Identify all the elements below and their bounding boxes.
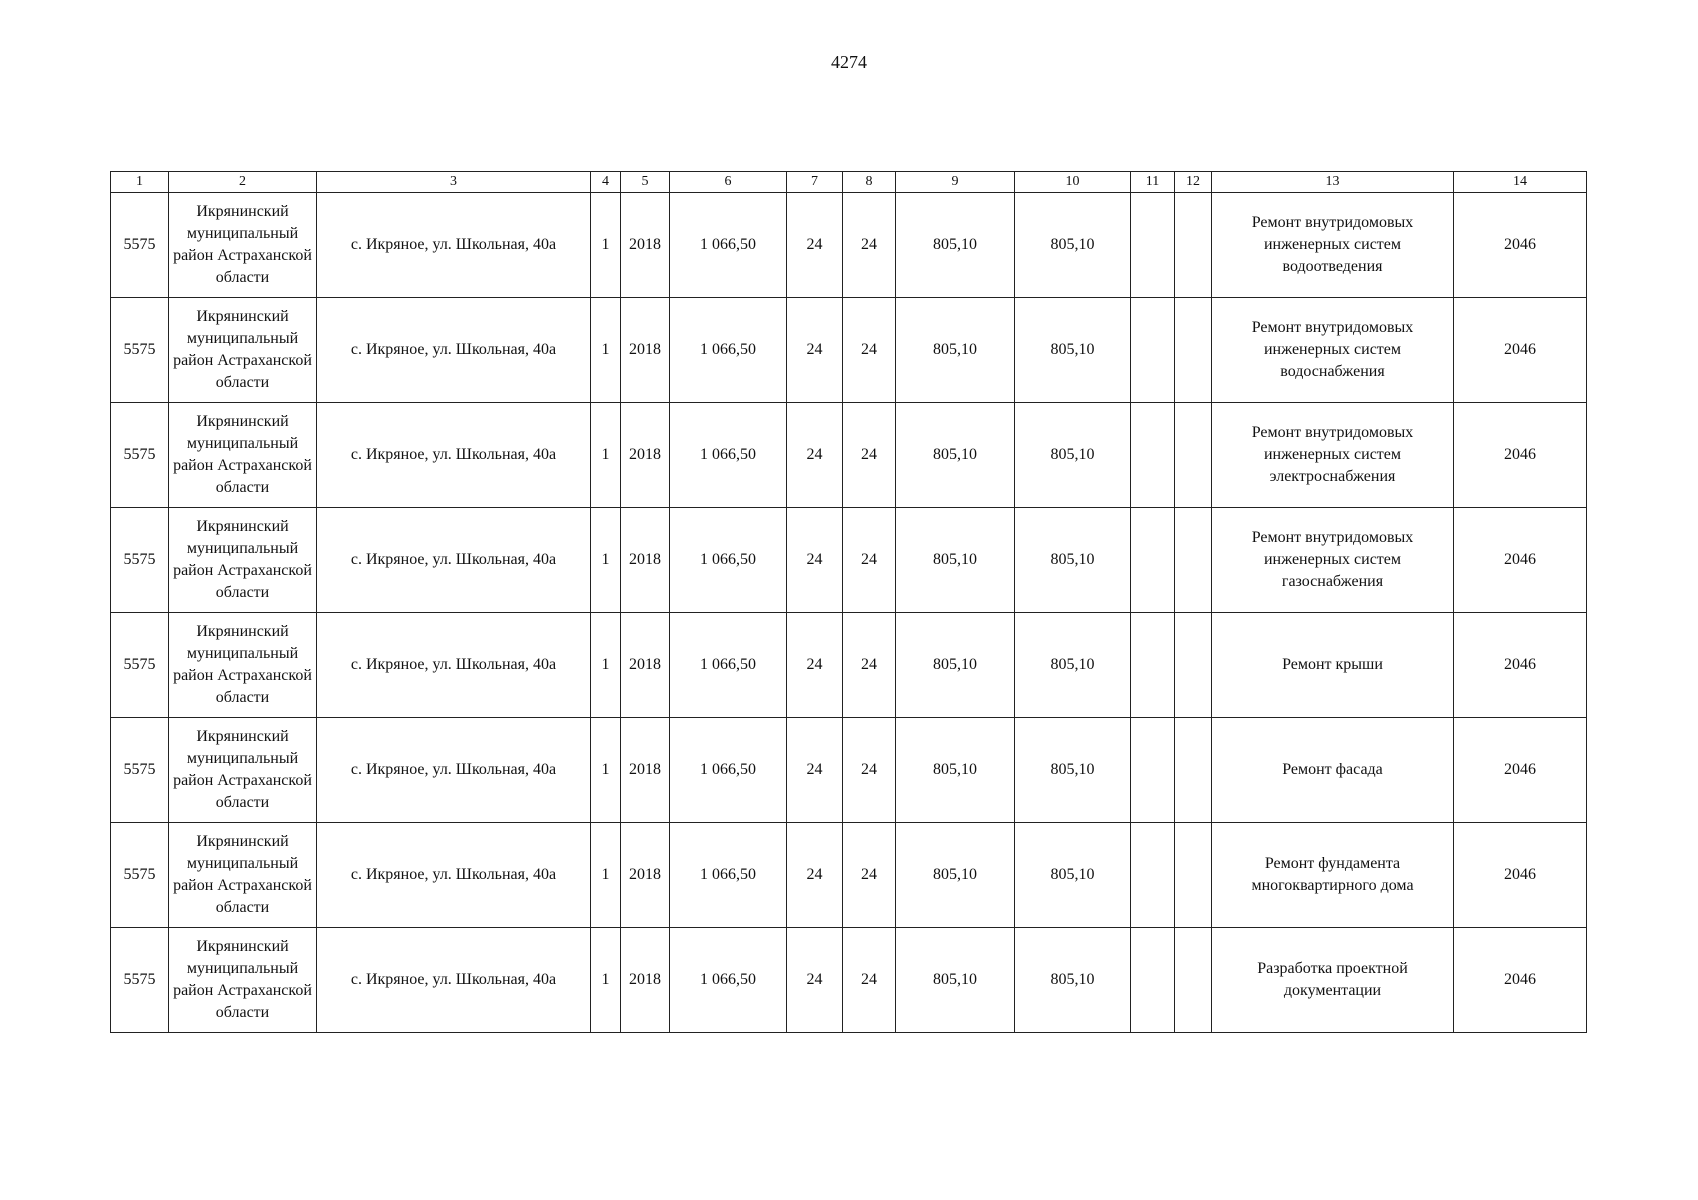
cell-work-type: Ремонт внутридомовых инженерных систем водоотведения [1212, 193, 1454, 298]
cell-col4: 1 [591, 508, 621, 613]
cell-area-total: 1 066,50 [670, 403, 787, 508]
cell-col11 [1131, 823, 1175, 928]
cell-id: 5575 [111, 613, 169, 718]
header-row [111, 172, 1587, 193]
cell-plan-year: 2046 [1454, 823, 1587, 928]
cell-work-type: Ремонт внутридомовых инженерных систем электроснабжения [1212, 403, 1454, 508]
cell-col7: 24 [787, 298, 843, 403]
cell-col9: 805,10 [896, 718, 1015, 823]
cell-area-total: 1 066,50 [670, 718, 787, 823]
table-row [111, 193, 1587, 298]
cell-plan-year: 2046 [1454, 718, 1587, 823]
cell-col10: 805,10 [1015, 823, 1131, 928]
cell-year: 2018 [621, 508, 670, 613]
column-header: 12 [1175, 172, 1212, 193]
table-row [111, 823, 1587, 928]
cell-col12 [1175, 823, 1212, 928]
cell-area-total: 1 066,50 [670, 823, 787, 928]
cell-col4: 1 [591, 193, 621, 298]
column-header: 8 [843, 172, 896, 193]
cell-col7: 24 [787, 928, 843, 1033]
column-header: 1 [111, 172, 169, 193]
table-row [111, 613, 1587, 718]
cell-col12 [1175, 928, 1212, 1033]
cell-address: с. Икряное, ул. Школьная, 40а [317, 508, 591, 613]
cell-address: с. Икряное, ул. Школьная, 40а [317, 613, 591, 718]
cell-area-total: 1 066,50 [670, 298, 787, 403]
cell-col4: 1 [591, 928, 621, 1033]
cell-col7: 24 [787, 718, 843, 823]
cell-col4: 1 [591, 718, 621, 823]
cell-col10: 805,10 [1015, 298, 1131, 403]
cell-col11 [1131, 298, 1175, 403]
cell-col7: 24 [787, 193, 843, 298]
cell-col12 [1175, 718, 1212, 823]
cell-area-total: 1 066,50 [670, 613, 787, 718]
column-header: 6 [670, 172, 787, 193]
cell-col8: 24 [843, 823, 896, 928]
cell-col12 [1175, 403, 1212, 508]
cell-address: с. Икряное, ул. Школьная, 40а [317, 718, 591, 823]
cell-col8: 24 [843, 508, 896, 613]
cell-col11 [1131, 718, 1175, 823]
cell-plan-year: 2046 [1454, 613, 1587, 718]
cell-id: 5575 [111, 403, 169, 508]
cell-col11 [1131, 613, 1175, 718]
column-header: 13 [1212, 172, 1454, 193]
cell-col4: 1 [591, 403, 621, 508]
table-row [111, 718, 1587, 823]
cell-col9: 805,10 [896, 193, 1015, 298]
column-header: 5 [621, 172, 670, 193]
cell-id: 5575 [111, 718, 169, 823]
cell-id: 5575 [111, 508, 169, 613]
cell-year: 2018 [621, 928, 670, 1033]
cell-municipality: Икрянинский муниципальный район Астраханской области [169, 298, 317, 403]
cell-col7: 24 [787, 508, 843, 613]
cell-col8: 24 [843, 403, 896, 508]
cell-plan-year: 2046 [1454, 403, 1587, 508]
cell-col12 [1175, 193, 1212, 298]
cell-work-type: Ремонт крыши [1212, 613, 1454, 718]
cell-col8: 24 [843, 718, 896, 823]
cell-col9: 805,10 [896, 298, 1015, 403]
cell-col10: 805,10 [1015, 718, 1131, 823]
cell-municipality: Икрянинский муниципальный район Астраханской области [169, 613, 317, 718]
cell-col10: 805,10 [1015, 613, 1131, 718]
cell-col7: 24 [787, 823, 843, 928]
cell-area-total: 1 066,50 [670, 508, 787, 613]
cell-work-type: Ремонт внутридомовых инженерных систем газоснабжения [1212, 508, 1454, 613]
column-header: 3 [317, 172, 591, 193]
cell-col7: 24 [787, 403, 843, 508]
cell-year: 2018 [621, 193, 670, 298]
table-row [111, 928, 1587, 1033]
cell-work-type: Ремонт фундамента многоквартирного дома [1212, 823, 1454, 928]
cell-work-type: Разработка проектной документации [1212, 928, 1454, 1033]
column-header: 10 [1015, 172, 1131, 193]
cell-year: 2018 [621, 613, 670, 718]
cell-plan-year: 2046 [1454, 508, 1587, 613]
column-header: 11 [1131, 172, 1175, 193]
cell-col11 [1131, 508, 1175, 613]
table-row [111, 403, 1587, 508]
cell-address: с. Икряное, ул. Школьная, 40а [317, 928, 591, 1033]
cell-col4: 1 [591, 298, 621, 403]
cell-work-type: Ремонт фасада [1212, 718, 1454, 823]
cell-year: 2018 [621, 298, 670, 403]
cell-id: 5575 [111, 298, 169, 403]
register-table [110, 171, 1587, 1033]
cell-id: 5575 [111, 928, 169, 1033]
cell-id: 5575 [111, 193, 169, 298]
cell-address: с. Икряное, ул. Школьная, 40а [317, 298, 591, 403]
cell-area-total: 1 066,50 [670, 928, 787, 1033]
column-header: 4 [591, 172, 621, 193]
cell-col11 [1131, 193, 1175, 298]
cell-col8: 24 [843, 613, 896, 718]
cell-address: с. Икряное, ул. Школьная, 40а [317, 403, 591, 508]
cell-col7: 24 [787, 613, 843, 718]
cell-municipality: Икрянинский муниципальный район Астраханской области [169, 403, 317, 508]
column-header: 14 [1454, 172, 1587, 193]
cell-col11 [1131, 928, 1175, 1033]
cell-col8: 24 [843, 298, 896, 403]
cell-col9: 805,10 [896, 823, 1015, 928]
cell-address: с. Икряное, ул. Школьная, 40а [317, 193, 591, 298]
cell-address: с. Икряное, ул. Школьная, 40а [317, 823, 591, 928]
cell-plan-year: 2046 [1454, 928, 1587, 1033]
cell-area-total: 1 066,50 [670, 193, 787, 298]
cell-year: 2018 [621, 403, 670, 508]
cell-col4: 1 [591, 823, 621, 928]
cell-col9: 805,10 [896, 403, 1015, 508]
column-header: 2 [169, 172, 317, 193]
cell-col9: 805,10 [896, 928, 1015, 1033]
cell-col10: 805,10 [1015, 928, 1131, 1033]
cell-col12 [1175, 508, 1212, 613]
table-row [111, 508, 1587, 613]
cell-municipality: Икрянинский муниципальный район Астраханской области [169, 718, 317, 823]
cell-col4: 1 [591, 613, 621, 718]
cell-plan-year: 2046 [1454, 298, 1587, 403]
cell-col10: 805,10 [1015, 403, 1131, 508]
cell-municipality: Икрянинский муниципальный район Астраханской области [169, 823, 317, 928]
cell-col9: 805,10 [896, 508, 1015, 613]
cell-col8: 24 [843, 928, 896, 1033]
cell-year: 2018 [621, 823, 670, 928]
cell-col8: 24 [843, 193, 896, 298]
cell-col11 [1131, 403, 1175, 508]
cell-work-type: Ремонт внутридомовых инженерных систем водоснабжения [1212, 298, 1454, 403]
cell-plan-year: 2046 [1454, 193, 1587, 298]
cell-col9: 805,10 [896, 613, 1015, 718]
cell-col12 [1175, 298, 1212, 403]
page-number: 4274 [831, 52, 867, 72]
cell-col10: 805,10 [1015, 508, 1131, 613]
column-header: 7 [787, 172, 843, 193]
cell-year: 2018 [621, 718, 670, 823]
cell-municipality: Икрянинский муниципальный район Астраханской области [169, 508, 317, 613]
column-header: 9 [896, 172, 1015, 193]
cell-municipality: Икрянинский муниципальный район Астраханской области [169, 193, 317, 298]
cell-col10: 805,10 [1015, 193, 1131, 298]
cell-col12 [1175, 613, 1212, 718]
cell-municipality: Икрянинский муниципальный район Астраханской области [169, 928, 317, 1033]
table-row [111, 298, 1587, 403]
cell-id: 5575 [111, 823, 169, 928]
